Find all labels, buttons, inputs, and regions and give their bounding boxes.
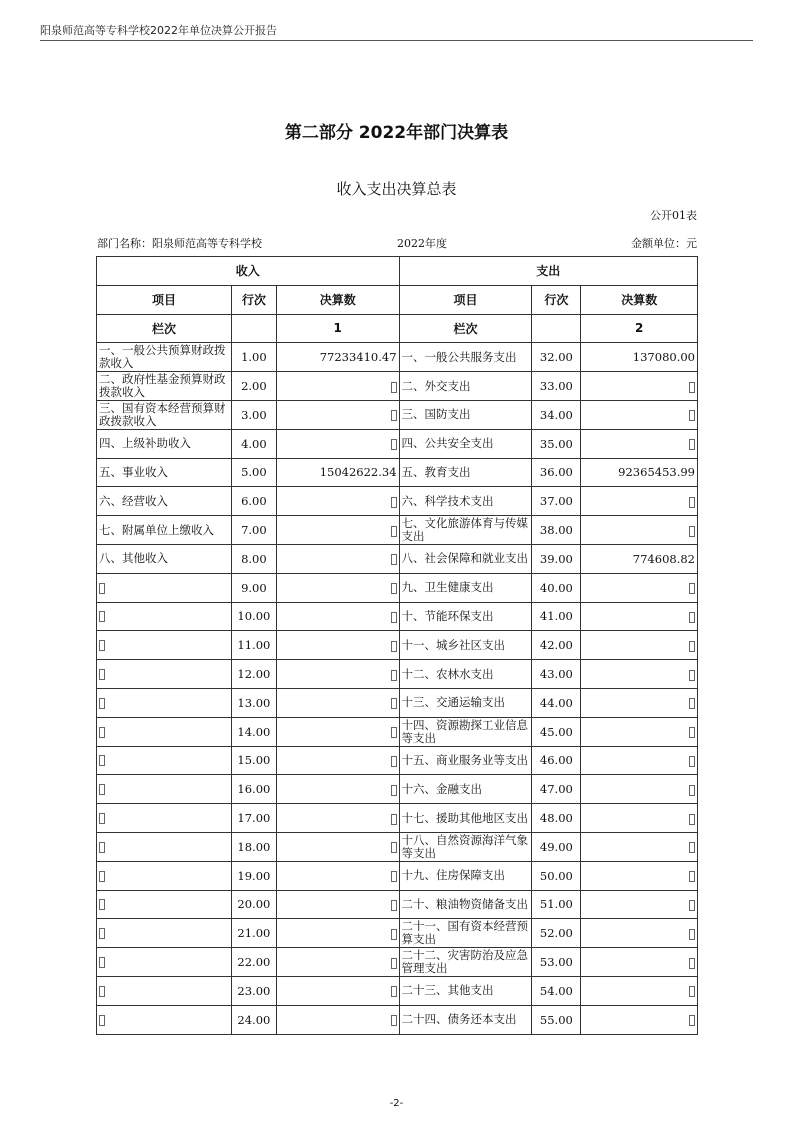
empty-cell-marker bbox=[689, 382, 695, 393]
empty-cell-marker bbox=[391, 900, 397, 911]
empty-cell-marker bbox=[99, 813, 105, 824]
income-item-name: 七、附属单位上缴收入 bbox=[97, 516, 232, 545]
expense-item-name: 六、科学技术支出 bbox=[399, 487, 532, 516]
empty-cell-marker bbox=[689, 612, 695, 623]
empty-cell-marker bbox=[391, 756, 397, 767]
empty-cell-marker bbox=[99, 611, 105, 622]
expense-row-number: 48.00 bbox=[532, 804, 581, 833]
income-item-name bbox=[97, 861, 232, 890]
empty-cell-marker bbox=[391, 698, 397, 709]
table-row bbox=[97, 372, 698, 401]
income-row-number: 10.00 bbox=[231, 602, 276, 631]
table-row bbox=[97, 804, 698, 833]
empty-cell-marker bbox=[391, 497, 397, 508]
expense-amount bbox=[581, 660, 698, 689]
income-row-number: 18.00 bbox=[231, 832, 276, 861]
income-col-label: 栏次 bbox=[97, 314, 232, 343]
expense-amount: 137080.00 bbox=[581, 343, 698, 372]
table-row bbox=[97, 948, 698, 977]
expense-row-number: 44.00 bbox=[532, 688, 581, 717]
income-amount bbox=[276, 688, 399, 717]
income-amount bbox=[276, 775, 399, 804]
expense-amount bbox=[581, 631, 698, 660]
income-item-name bbox=[97, 948, 232, 977]
income-row-number: 24.00 bbox=[231, 1005, 276, 1034]
table-row bbox=[97, 775, 698, 804]
income-item-name: 三、国有资本经营预算财政拨款收入 bbox=[97, 400, 232, 429]
income-amount bbox=[276, 660, 399, 689]
expense-item-name: 十九、住房保障支出 bbox=[399, 861, 532, 890]
income-row-number: 22.00 bbox=[231, 948, 276, 977]
income-amount bbox=[276, 429, 399, 458]
income-item-name bbox=[97, 1005, 232, 1034]
expense-row-number: 37.00 bbox=[532, 487, 581, 516]
expense-amount bbox=[581, 573, 698, 602]
table-row bbox=[97, 516, 698, 545]
expense-row-number: 32.00 bbox=[532, 343, 581, 372]
income-row-number: 4.00 bbox=[231, 429, 276, 458]
empty-cell-marker bbox=[391, 382, 397, 393]
expense-row-number: 40.00 bbox=[532, 573, 581, 602]
income-amount: 77233410.47 bbox=[276, 343, 399, 372]
table-meta bbox=[97, 235, 697, 251]
empty-cell-marker bbox=[689, 871, 695, 882]
empty-cell-marker bbox=[689, 900, 695, 911]
expense-item-name: 十八、自然资源海洋气象等支出 bbox=[399, 832, 532, 861]
header-divider bbox=[40, 40, 753, 41]
income-amount bbox=[276, 487, 399, 516]
expense-row-number: 33.00 bbox=[532, 372, 581, 401]
expense-amount bbox=[581, 429, 698, 458]
income-item-name: 四、上级补助收入 bbox=[97, 429, 232, 458]
expense-item-name: 八、社会保障和就业支出 bbox=[399, 544, 532, 573]
expense-row-number: 39.00 bbox=[532, 544, 581, 573]
expense-amount bbox=[581, 372, 698, 401]
income-item-name bbox=[97, 746, 232, 775]
income-row-number: 6.00 bbox=[231, 487, 276, 516]
expense-row-number: 52.00 bbox=[532, 919, 581, 948]
table-row bbox=[97, 660, 698, 689]
empty-cell-marker bbox=[391, 410, 397, 421]
form-number: 公开01表 bbox=[650, 209, 697, 222]
fiscal-year: 2022年度 bbox=[397, 237, 447, 250]
income-item-name bbox=[97, 919, 232, 948]
income-amount: 15042622.34 bbox=[276, 458, 399, 487]
expense-amount bbox=[581, 861, 698, 890]
expense-amount bbox=[581, 832, 698, 861]
table-section-header bbox=[97, 257, 698, 286]
income-amount bbox=[276, 717, 399, 746]
table-row bbox=[97, 688, 698, 717]
expense-row-number: 49.00 bbox=[532, 832, 581, 861]
empty-cell-marker bbox=[689, 929, 695, 940]
expense-item-name: 二十四、债务还本支出 bbox=[399, 1005, 532, 1034]
empty-cell-marker bbox=[689, 986, 695, 997]
empty-cell-marker bbox=[391, 641, 397, 652]
empty-cell-marker bbox=[689, 641, 695, 652]
section-title: 第二部分 2022年部门决算表 bbox=[284, 123, 509, 143]
income-item-name bbox=[97, 832, 232, 861]
table-row bbox=[97, 573, 698, 602]
expense-row-header: 行次 bbox=[532, 285, 581, 314]
income-row-number: 9.00 bbox=[231, 573, 276, 602]
empty-cell-marker bbox=[689, 497, 695, 508]
empty-cell-marker bbox=[99, 727, 105, 738]
empty-cell-marker bbox=[99, 669, 105, 680]
expense-row-number: 43.00 bbox=[532, 660, 581, 689]
expense-amount bbox=[581, 487, 698, 516]
table-row bbox=[97, 832, 698, 861]
table-row bbox=[97, 602, 698, 631]
expense-amount bbox=[581, 948, 698, 977]
empty-cell-marker bbox=[689, 958, 695, 969]
empty-cell-marker bbox=[391, 1015, 397, 1026]
income-row-number: 3.00 bbox=[231, 400, 276, 429]
empty-cell-marker bbox=[99, 899, 105, 910]
empty-cell-marker bbox=[391, 871, 397, 882]
expense-amount bbox=[581, 976, 698, 1005]
table-row bbox=[97, 890, 698, 919]
expense-row-number: 46.00 bbox=[532, 746, 581, 775]
table-row bbox=[97, 400, 698, 429]
empty-cell-marker bbox=[689, 526, 695, 537]
income-row-number: 1.00 bbox=[231, 343, 276, 372]
empty-cell-marker bbox=[99, 1015, 105, 1026]
empty-cell-marker bbox=[689, 727, 695, 738]
income-amount bbox=[276, 573, 399, 602]
expense-amount bbox=[581, 804, 698, 833]
empty-cell-marker bbox=[689, 410, 695, 421]
expense-amount bbox=[581, 688, 698, 717]
expense-item-name: 十一、城乡社区支出 bbox=[399, 631, 532, 660]
empty-cell-marker bbox=[689, 670, 695, 681]
income-amount bbox=[276, 804, 399, 833]
empty-cell-marker bbox=[391, 785, 397, 796]
income-row-number: 20.00 bbox=[231, 890, 276, 919]
empty-cell-marker bbox=[99, 583, 105, 594]
income-amount bbox=[276, 832, 399, 861]
expense-item-name: 九、卫生健康支出 bbox=[399, 573, 532, 602]
expense-item-name: 三、国防支出 bbox=[399, 400, 532, 429]
expense-row-number: 35.00 bbox=[532, 429, 581, 458]
table-row bbox=[97, 746, 698, 775]
expense-header: 支出 bbox=[399, 257, 697, 286]
income-row-number: 5.00 bbox=[231, 458, 276, 487]
expense-row-number: 34.00 bbox=[532, 400, 581, 429]
expense-row-number: 53.00 bbox=[532, 948, 581, 977]
empty-cell-marker bbox=[689, 842, 695, 853]
expense-item-name: 二十三、其他支出 bbox=[399, 976, 532, 1005]
income-row-number: 15.00 bbox=[231, 746, 276, 775]
expense-item-name: 七、文化旅游体育与传媒支出 bbox=[399, 516, 532, 545]
expense-amount-header: 决算数 bbox=[581, 285, 698, 314]
table-row bbox=[97, 717, 698, 746]
empty-cell-marker bbox=[391, 612, 397, 623]
report-header: 阳泉师范高等专科学校2022年单位决算公开报告 bbox=[40, 24, 277, 37]
empty-cell-marker bbox=[689, 439, 695, 450]
income-item-name bbox=[97, 688, 232, 717]
table-row bbox=[97, 976, 698, 1005]
empty-cell-marker bbox=[391, 526, 397, 537]
income-amount bbox=[276, 890, 399, 919]
income-amount bbox=[276, 516, 399, 545]
empty-cell-marker bbox=[391, 439, 397, 450]
empty-cell-marker bbox=[99, 928, 105, 939]
income-item-name bbox=[97, 660, 232, 689]
expense-item-name: 十三、交通运输支出 bbox=[399, 688, 532, 717]
expense-item-name: 十四、资源勘探工业信息等支出 bbox=[399, 717, 532, 746]
expense-item-name: 十五、商业服务业等支出 bbox=[399, 746, 532, 775]
table-row bbox=[97, 458, 698, 487]
income-row-number: 13.00 bbox=[231, 688, 276, 717]
expense-amount: 92365453.99 bbox=[581, 458, 698, 487]
expense-amount bbox=[581, 602, 698, 631]
empty-cell-marker bbox=[391, 986, 397, 997]
expense-row-number: 38.00 bbox=[532, 516, 581, 545]
table-row bbox=[97, 343, 698, 372]
income-amount bbox=[276, 1005, 399, 1034]
empty-cell-marker bbox=[391, 842, 397, 853]
income-amount bbox=[276, 919, 399, 948]
income-row-number: 19.00 bbox=[231, 861, 276, 890]
income-header: 收入 bbox=[97, 257, 400, 286]
table-column-header bbox=[97, 285, 698, 314]
table-row bbox=[97, 429, 698, 458]
table-row bbox=[97, 631, 698, 660]
empty-cell-marker bbox=[391, 958, 397, 969]
income-item-header: 项目 bbox=[97, 285, 232, 314]
expense-amount bbox=[581, 746, 698, 775]
income-item-name bbox=[97, 717, 232, 746]
empty-cell-marker bbox=[99, 957, 105, 968]
empty-cell-marker bbox=[391, 727, 397, 738]
column-index-row bbox=[97, 314, 698, 343]
expense-amount bbox=[581, 400, 698, 429]
expense-amount bbox=[581, 717, 698, 746]
expense-row-number: 54.00 bbox=[532, 976, 581, 1005]
table-row bbox=[97, 861, 698, 890]
income-item-name: 八、其他收入 bbox=[97, 544, 232, 573]
empty-cell-marker bbox=[689, 785, 695, 796]
table-row bbox=[97, 919, 698, 948]
income-amount bbox=[276, 948, 399, 977]
expense-item-name: 二十一、国有资本经营预算支出 bbox=[399, 919, 532, 948]
empty-cell-marker bbox=[391, 583, 397, 594]
page-number: -2- bbox=[389, 1098, 404, 1109]
income-item-name: 二、政府性基金预算财政拨款收入 bbox=[97, 372, 232, 401]
income-row-number: 11.00 bbox=[231, 631, 276, 660]
expense-amount bbox=[581, 919, 698, 948]
empty-cell-marker bbox=[689, 698, 695, 709]
expense-amount bbox=[581, 516, 698, 545]
department-name: 部门名称：阳泉师范高等专科学校 bbox=[97, 237, 262, 250]
empty-cell-marker bbox=[689, 756, 695, 767]
expense-item-name: 十二、农林水支出 bbox=[399, 660, 532, 689]
income-item-name: 五、事业收入 bbox=[97, 458, 232, 487]
empty-cell-marker bbox=[391, 929, 397, 940]
income-item-name: 一、一般公共预算财政拨款收入 bbox=[97, 343, 232, 372]
expense-item-name: 十六、金融支出 bbox=[399, 775, 532, 804]
income-row-number: 21.00 bbox=[231, 919, 276, 948]
income-row-number: 7.00 bbox=[231, 516, 276, 545]
expense-row-number: 51.00 bbox=[532, 890, 581, 919]
expense-amount: 774608.82 bbox=[581, 544, 698, 573]
income-amount bbox=[276, 602, 399, 631]
expense-row-number: 42.00 bbox=[532, 631, 581, 660]
expense-amount bbox=[581, 890, 698, 919]
income-row-number: 8.00 bbox=[231, 544, 276, 573]
empty-cell-marker bbox=[689, 814, 695, 825]
income-item-name bbox=[97, 890, 232, 919]
empty-cell-marker bbox=[99, 842, 105, 853]
expense-item-header: 项目 bbox=[399, 285, 532, 314]
expense-row-number: 36.00 bbox=[532, 458, 581, 487]
expense-col-label: 栏次 bbox=[399, 314, 532, 343]
income-row-number: 2.00 bbox=[231, 372, 276, 401]
income-col-blank bbox=[231, 314, 276, 343]
income-row-number: 12.00 bbox=[231, 660, 276, 689]
expense-row-number: 50.00 bbox=[532, 861, 581, 890]
income-item-name bbox=[97, 976, 232, 1005]
table-title: 收入支出决算总表 bbox=[336, 180, 457, 198]
expense-amount bbox=[581, 1005, 698, 1034]
expense-item-name: 四、公共安全支出 bbox=[399, 429, 532, 458]
empty-cell-marker bbox=[391, 554, 397, 565]
table-row bbox=[97, 544, 698, 573]
income-amount-header: 决算数 bbox=[276, 285, 399, 314]
expense-col-blank bbox=[532, 314, 581, 343]
expense-row-number: 45.00 bbox=[532, 717, 581, 746]
expense-item-name: 二、外交支出 bbox=[399, 372, 532, 401]
expense-item-name: 十、节能环保支出 bbox=[399, 602, 532, 631]
expense-row-number: 47.00 bbox=[532, 775, 581, 804]
income-row-number: 16.00 bbox=[231, 775, 276, 804]
expense-item-name: 二十二、灾害防治及应急管理支出 bbox=[399, 948, 532, 977]
expense-row-number: 41.00 bbox=[532, 602, 581, 631]
budget-summary-table bbox=[96, 256, 698, 1035]
empty-cell-marker bbox=[391, 814, 397, 825]
empty-cell-marker bbox=[99, 640, 105, 651]
income-row-number: 17.00 bbox=[231, 804, 276, 833]
income-row-number: 14.00 bbox=[231, 717, 276, 746]
income-row-header: 行次 bbox=[231, 285, 276, 314]
amount-unit: 金额单位：元 bbox=[631, 237, 697, 250]
empty-cell-marker bbox=[99, 698, 105, 709]
income-item-name bbox=[97, 631, 232, 660]
income-amount bbox=[276, 746, 399, 775]
income-item-name bbox=[97, 804, 232, 833]
expense-item-name: 五、教育支出 bbox=[399, 458, 532, 487]
empty-cell-marker bbox=[99, 784, 105, 795]
income-item-name bbox=[97, 775, 232, 804]
income-col-index: 1 bbox=[276, 314, 399, 343]
expense-row-number: 55.00 bbox=[532, 1005, 581, 1034]
expense-item-name: 十七、援助其他地区支出 bbox=[399, 804, 532, 833]
income-amount bbox=[276, 631, 399, 660]
expense-item-name: 二十、粮油物资储备支出 bbox=[399, 890, 532, 919]
expense-amount bbox=[581, 775, 698, 804]
income-amount bbox=[276, 400, 399, 429]
income-amount bbox=[276, 861, 399, 890]
empty-cell-marker bbox=[99, 755, 105, 766]
income-amount bbox=[276, 544, 399, 573]
empty-cell-marker bbox=[99, 986, 105, 997]
income-row-number: 23.00 bbox=[231, 976, 276, 1005]
empty-cell-marker bbox=[99, 871, 105, 882]
income-item-name: 六、经营收入 bbox=[97, 487, 232, 516]
income-amount bbox=[276, 976, 399, 1005]
expense-col-index: 2 bbox=[581, 314, 698, 343]
empty-cell-marker bbox=[689, 583, 695, 594]
empty-cell-marker bbox=[689, 1015, 695, 1026]
expense-item-name: 一、一般公共服务支出 bbox=[399, 343, 532, 372]
table-row bbox=[97, 487, 698, 516]
empty-cell-marker bbox=[391, 670, 397, 681]
income-amount bbox=[276, 372, 399, 401]
table-row bbox=[97, 1005, 698, 1034]
income-item-name bbox=[97, 602, 232, 631]
income-item-name bbox=[97, 573, 232, 602]
